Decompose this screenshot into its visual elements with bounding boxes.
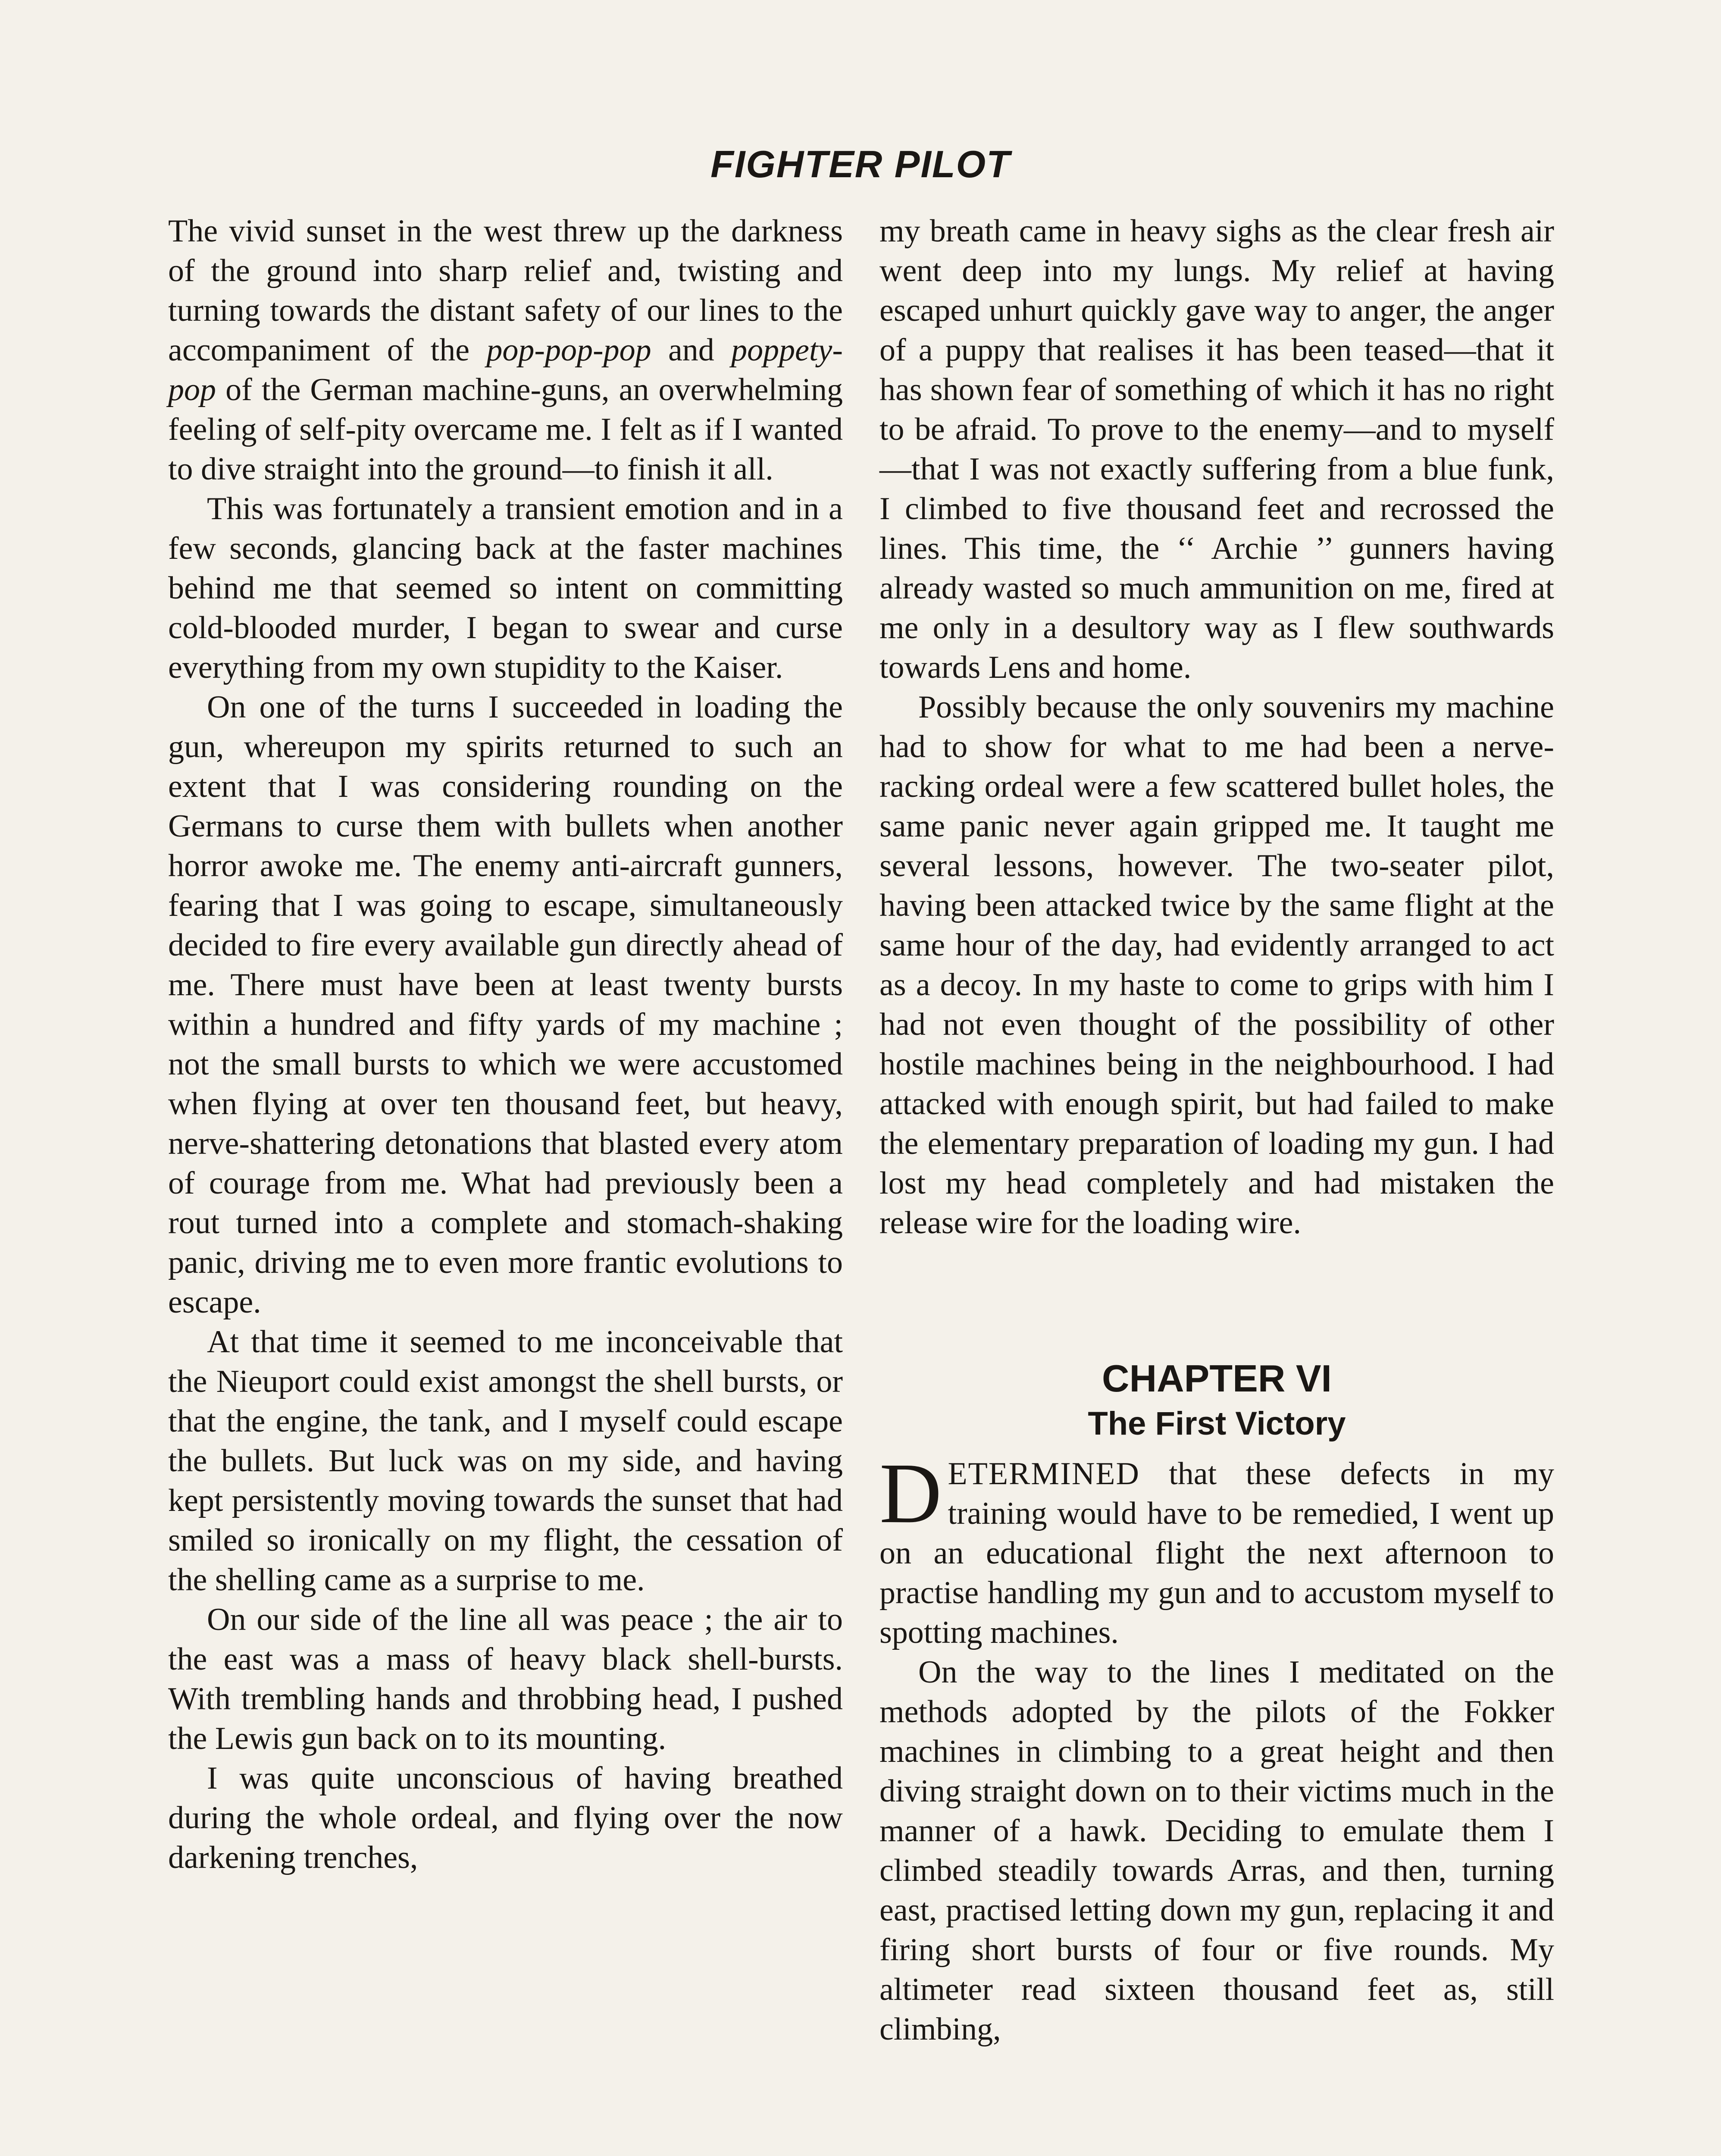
drop-cap: D: [879, 1446, 942, 1541]
paragraph: Possibly because the only souvenirs my machine had to show for what to me had been a nerve-racking ordeal were a few scattered bullet holes, the same panic never again gripped me. It taught me several lessons, however. The two-seater pilot, having been attacked twice by the same flight at the same hour of the day, had evidently arranged to act as a decoy. In my haste to come to grips with him I had not even thought of the possibility of other hostile machines being in the neighbourhood. I had attacked with enough spirit, but had failed to make the elementary preparation of loading my gun. I had lost my head completely and had mistaken the release wire for the loading wire.: [879, 689, 1554, 1241]
left-column: [168, 211, 843, 1877]
paragraph: [168, 211, 843, 489]
chapter-title: CHAPTER VI: [1102, 1357, 1332, 1400]
paragraph: This was fortunately a transient emotion and in a few seconds, glancing back at the faster machines behind me that seemed so intent on committing cold-blooded murder, I began to swear and curse everything from my own stupidity to the Kaiser.: [168, 491, 843, 685]
paragraph: On the way to the lines I meditated on the methods adopted by the pilots of the Fokker machines in climbing to a great height and then diving straight down on to their victims much in the manner of a hawk. Deciding to emulate them I climbed steadily towards Arras, and then, turning east, practised letting down my gun, replacing it and firing short bursts of four or five rounds. My altimeter read sixteen thousand feet as, still climbing,: [879, 1655, 1554, 2047]
small-caps-text: ETERMINED: [948, 1456, 1140, 1492]
paragraph-text: and: [651, 332, 732, 368]
paragraph: [879, 1446, 1554, 1652]
emphasis-text: poppety-pop: [168, 332, 843, 407]
right-column: [879, 211, 1554, 2049]
paragraph-text: The vivid sunset in the west threw up the darkness of the ground into sharp relief and, twisting and turning towards the distant safety of our lines to the accompaniment of the: [168, 213, 843, 368]
paragraph: At that time it seemed to me inconceivable that the Nieuport could exist amongst the shell bursts, or that the engine, the tank, and I myself could escape the bullets. But luck was on my side, and having kept persistently moving towards the sunset that had smiled so ironically on my flight, the cessation of the shelling came as a surprise to me.: [168, 1324, 843, 1598]
paragraph: On one of the turns I succeeded in loading the gun, whereupon my spirits returned to such an extent that I was considering rounding on the Germans to curse them with bullets when another horror awoke me. The enemy anti-aircraft gunners, fearing that I was going to escape, simultaneously decided to fire every available gun directly ahead of me. There must have been at least twenty bursts within a hundred and fifty yards of my machine ; not the small bursts to which we were accustomed when flying at over ten thousand feet, but heavy, nerve-shattering detonations that blasted every atom of courage from me. What had previously been a rout turned into a complete and stomach-shaking panic, driving me to even more frantic evolutions to escape.: [168, 689, 843, 1320]
paragraph: my breath came in heavy sighs as the clear fresh air went deep into my lungs. My relief at having escaped unhurt quickly gave way to anger, the anger of a puppy that realises it has been teased—that it has shown fear of something of which it has no right to be afraid. To prove to the enemy—and to myself—that I was not exactly suffering from a blue funk, I climbed to five thousand feet and recrossed the lines. This time, the ‘‘ Archie ’’ gunners having already wasted so much ammunition on me, fired at me only in a desultory way as I flew southwards towards Lens and home.: [879, 213, 1554, 685]
chapter-subtitle: The First Victory: [1088, 1405, 1346, 1442]
paragraph-text: that these defects in my training would have to be remedied, I went up on an educational flight the next afternoon to practise handling my gun and to accustom myself to spotting machines.: [879, 1456, 1554, 1650]
paragraph: I was quite unconscious of having breathed during the whole ordeal, and flying over the now darkening trenches,: [168, 1761, 843, 1875]
paragraph-text: of the German machine-guns, an overwhelming feeling of self-pity overcame me. I felt as if I wanted to dive straight into the ground—to finish it all.: [168, 372, 843, 487]
paragraph: On our side of the line all was peace ; the air to the east was a mass of heavy black shell-bursts. With trembling hands and throbbing head, I pushed the Lewis gun back on to its mounting.: [168, 1602, 843, 1756]
running-header: FIGHTER PILOT: [710, 143, 1011, 185]
emphasis-text: pop-pop-pop: [486, 332, 651, 368]
